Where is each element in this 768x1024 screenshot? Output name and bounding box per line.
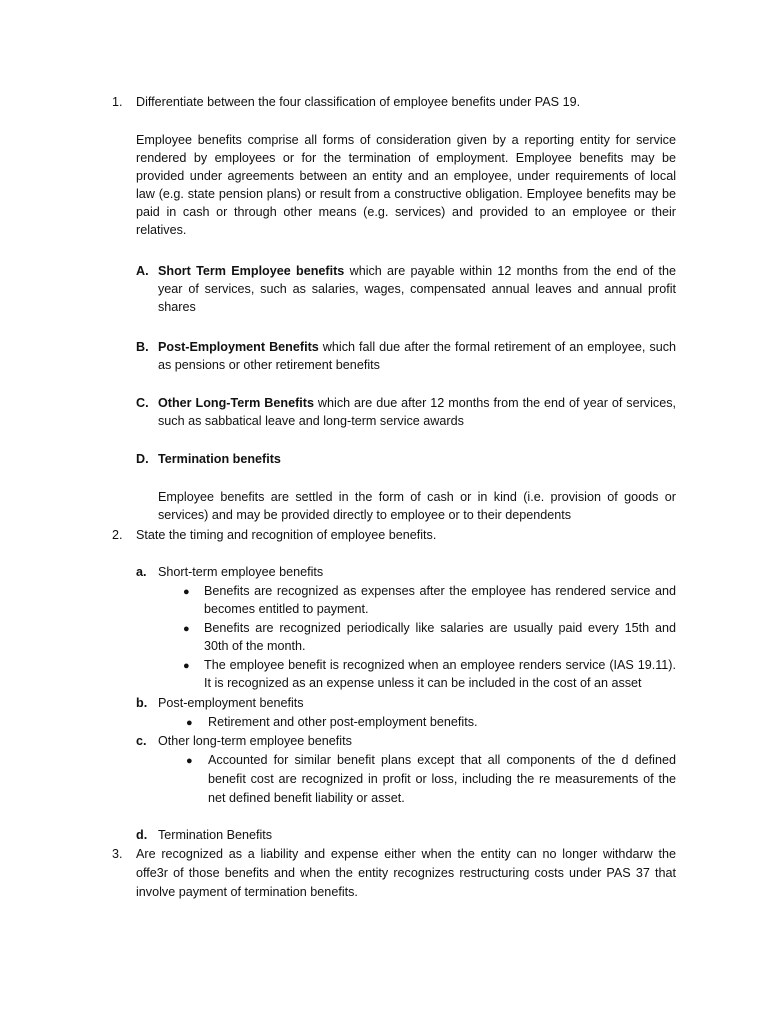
item-text-line: year of services, such as salaries, wages, compensated annual leaves and annual profit (158, 282, 676, 296)
q1-intro-line: law (e.g. state pension plans) or result from a constructive obligation. Employee benefits may be (136, 187, 676, 201)
bullet-icon: ● (183, 623, 190, 635)
item-letter: A. (136, 264, 149, 278)
subitem-title: Short-term employee benefits (158, 565, 324, 579)
item-first-line (158, 338, 676, 356)
subitem-letter: c. (136, 734, 147, 748)
q1-intro-line: provided under agreements between an entity and an employee, under requirements of local (136, 169, 676, 183)
subitem-letter: d. (136, 828, 148, 842)
bullet-text-line: Accounted for similar benefit plans except that all components of the d defined (208, 753, 676, 767)
item-text-line: such as sabbatical leave and long-term service awards (158, 414, 464, 428)
subitem-title: Termination Benefits (158, 828, 273, 842)
item-first-line (158, 262, 676, 280)
q3-line: Are recognized as a liability and expense either when the entity can no longer withdarw the (136, 847, 676, 861)
q1-intro-line: relatives. (136, 223, 187, 237)
item-bold-term: Short Term Employee benefits (158, 264, 345, 278)
bullet-text-line: Benefits are recognized as expenses after the employee has rendered service and (204, 584, 676, 598)
subitem-letter: a. (136, 565, 147, 579)
bullet-icon: ● (183, 660, 190, 672)
bullet-text-line: It is recognized as an expense unless it can be included in the cost of an asset (204, 676, 642, 690)
item-text: which are due after 12 months from the end of year of services, (313, 396, 676, 410)
bullet-text-line: Retirement and other post-employment benefits. (208, 715, 478, 729)
q3-line: offe3r of those benefits and when the entity recognizes restructuring costs under PAS 37 that (136, 866, 676, 880)
bullet-text-line: becomes entitled to payment. (204, 602, 369, 616)
q1-intro-line: Employee benefits comprise all forms of consideration given by a reporting entity for service (136, 133, 676, 147)
subitem-title: Other long-term employee benefits (158, 734, 352, 748)
q2-number: 2. (112, 528, 123, 542)
bullet-icon: ● (186, 755, 193, 767)
item-letter: D. (136, 452, 149, 466)
q3-number: 3. (112, 847, 123, 861)
q3-line: involve payment of termination benefits. (136, 885, 358, 899)
q1-intro-line: paid in cash or through other means (e.g. services) and provided to an employee or their (136, 205, 676, 219)
closing-line: services) and may be provided directly to employee or to their dependents (158, 508, 572, 522)
bullet-icon: ● (183, 586, 190, 598)
item-first-line (158, 394, 676, 412)
bullet-text-line: benefit cost are recognized in profit or loss, including the re measurements of the (208, 772, 676, 786)
q1-question: Differentiate between the four classification of employee benefits under PAS 19. (136, 95, 581, 109)
item-text-line: as pensions or other retirement benefits (158, 358, 380, 372)
item-letter: B. (136, 340, 149, 354)
subitem-letter: b. (136, 696, 148, 710)
item-bold-term: Other Long-Term Benefits (158, 396, 314, 410)
item-bold-term: Termination benefits (158, 452, 281, 466)
item-text: which are payable within 12 months from the end of the (344, 264, 676, 278)
item-text-line: shares (158, 300, 196, 314)
item-text: which fall due after the formal retirement of an employee, such (318, 340, 676, 354)
bullet-text-line: 30th of the month. (204, 639, 306, 653)
item-letter: C. (136, 396, 149, 410)
bullet-text-line: net defined benefit liability or asset. (208, 791, 405, 805)
q1-intro-line: rendered by employees or for the termination of employment. Employee benefits may be (136, 151, 676, 165)
item-bold-term: Post-Employment Benefits (158, 340, 319, 354)
bullet-text-line: The employee benefit is recognized when an employee renders service (IAS 19.11). (204, 658, 676, 672)
bullet-text-line: Benefits are recognized periodically like salaries are usually paid every 15th and (204, 621, 676, 635)
subitem-title: Post-employment benefits (158, 696, 304, 710)
q1-number: 1. (112, 95, 123, 109)
bullet-icon: ● (186, 717, 193, 729)
closing-line: Employee benefits are settled in the form of cash or in kind (i.e. provision of goods or (158, 490, 676, 504)
q2-question: State the timing and recognition of employee benefits. (136, 528, 437, 542)
